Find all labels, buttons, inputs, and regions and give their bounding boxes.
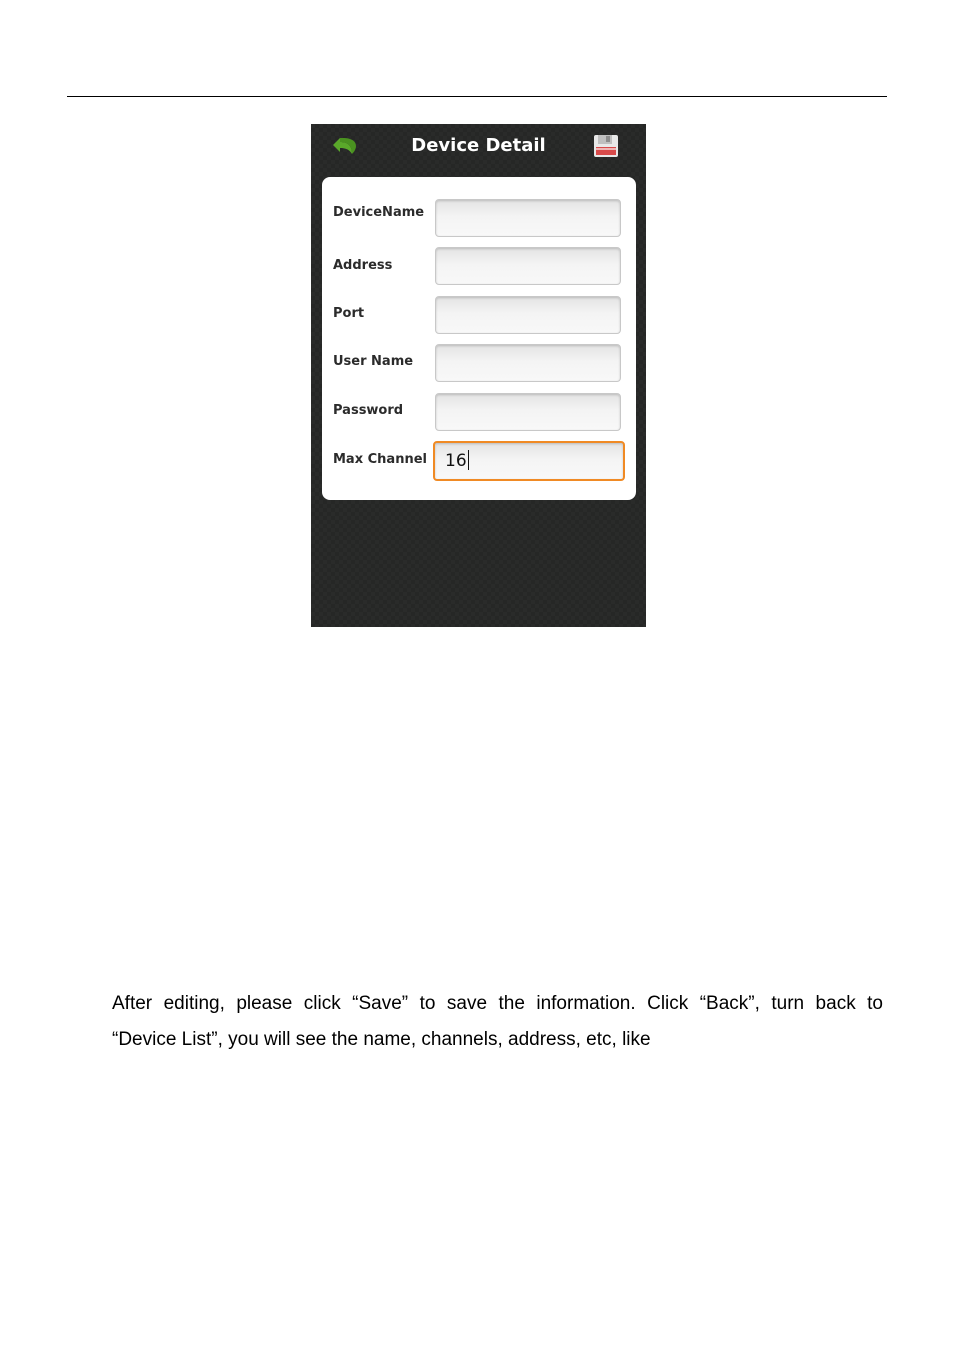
- password-label: Password: [333, 403, 404, 418]
- port-label: Port: [333, 306, 365, 321]
- title-bar: [311, 124, 646, 168]
- save-button[interactable]: [593, 133, 619, 159]
- back-arrow-icon: [331, 134, 361, 158]
- max-channel-field[interactable]: [433, 441, 625, 481]
- text-caret: [468, 450, 469, 470]
- back-button[interactable]: [331, 134, 361, 158]
- header-rule: [67, 96, 887, 97]
- floppy-disk-icon: [593, 133, 619, 159]
- paragraph-line-1: After editing, please click “Save” to save the information. Click “Back”, turn back to: [112, 993, 883, 1014]
- device-form: [322, 177, 636, 500]
- instruction-paragraph: [112, 986, 883, 1058]
- port-field[interactable]: [435, 296, 621, 334]
- device-name-label: DeviceName: [333, 205, 425, 220]
- address-label: Address: [333, 258, 393, 273]
- user-name-label: User Name: [333, 354, 414, 369]
- device-name-field[interactable]: [435, 199, 621, 237]
- phone-screenshot: [311, 124, 646, 627]
- password-field[interactable]: [435, 393, 621, 431]
- user-name-field[interactable]: [435, 344, 621, 382]
- max-channel-label: Max Channel: [333, 452, 427, 467]
- paragraph-line-2: “Device List”, you will see the name, channels, address, etc, like: [112, 1029, 651, 1050]
- address-field[interactable]: [435, 247, 621, 285]
- max-channel-value: 16: [445, 451, 467, 471]
- screen-title: Device Detail: [411, 135, 546, 156]
